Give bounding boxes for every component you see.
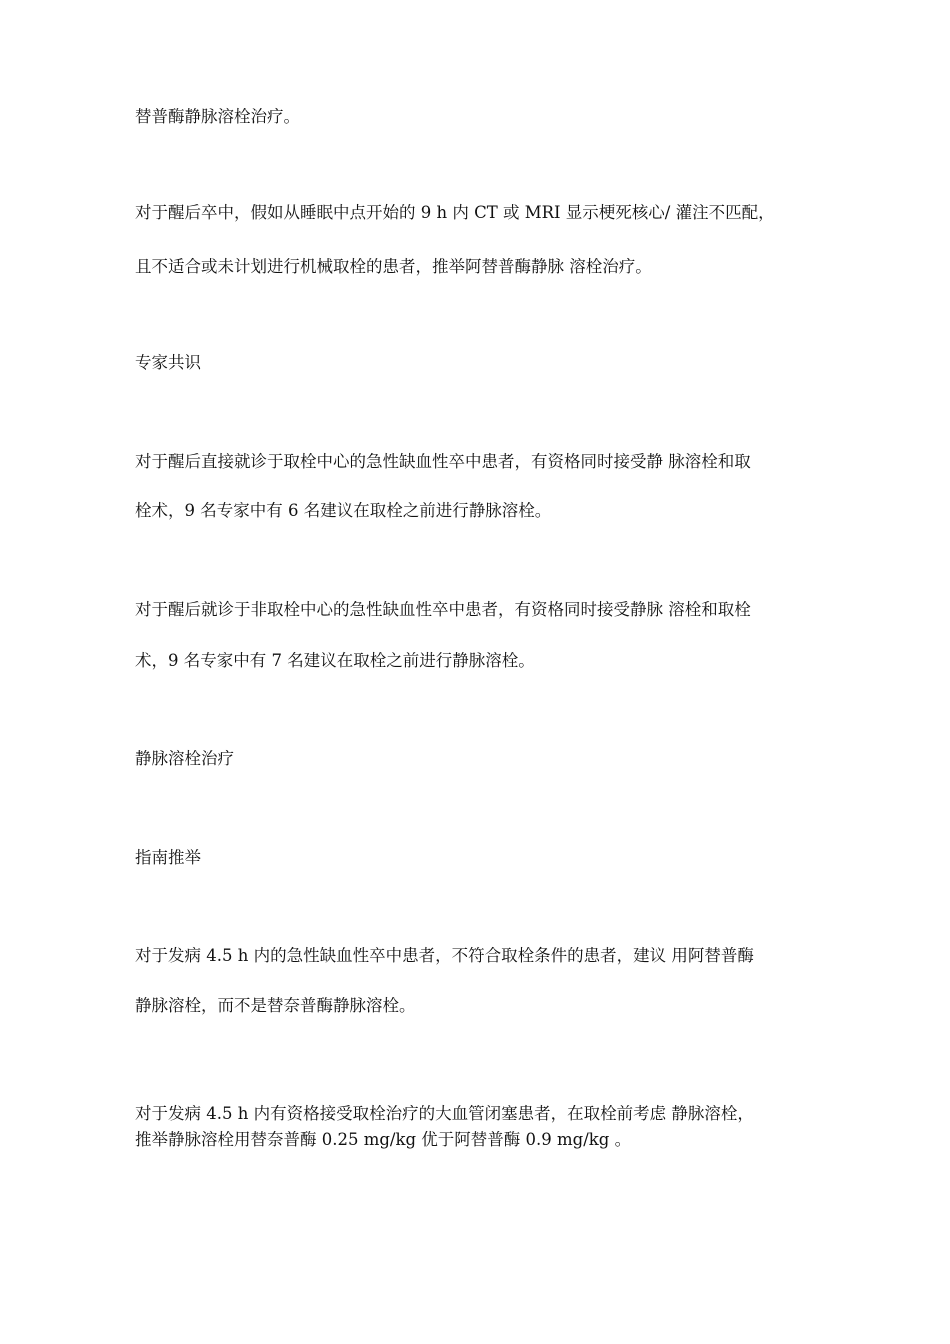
section-heading-iv-thrombolysis: 静脉溶栓治疗: [135, 749, 234, 768]
text-line-14: 推举静脉溶栓用替奈普酶 0.25 mg/kg 优于阿替普酶 0.9 mg/kg 。: [135, 1130, 632, 1149]
text-line-2: 对于醒后卒中，假如从睡眠中点开始的 9 h 内 CT 或 MRI 显示梗死核心/ 灌注不匹配，: [135, 203, 775, 222]
text-line-8: 术，9 名专家中有 7 名建议在取栓之前进行静脉溶栓。: [135, 651, 535, 670]
text-line-13: 对于发病 4.5 h 内有资格接受取栓治疗的大血管闭塞患者，在取栓前考虑 静脉溶栓，: [135, 1104, 754, 1123]
text-line-6: 栓术，9 名专家中有 6 名建议在取栓之前进行静脉溶栓。: [135, 501, 552, 520]
text-line-12: 静脉溶栓，而不是替奈普酶静脉溶栓。: [135, 996, 416, 1015]
section-heading-expert-consensus: 专家共识: [135, 353, 201, 372]
section-heading-guideline: 指南推举: [135, 848, 201, 867]
text-line-1: 替普酶静脉溶栓治疗。: [135, 107, 300, 126]
text-line-5: 对于醒后直接就诊于取栓中心的急性缺血性卒中患者，有资格同时接受静 脉溶栓和取: [135, 452, 751, 471]
text-line-7: 对于醒后就诊于非取栓中心的急性缺血性卒中患者，有资格同时接受静脉 溶栓和取栓: [135, 600, 751, 619]
text-line-11: 对于发病 4.5 h 内的急性缺血性卒中患者，不符合取栓条件的患者，建议 用阿替普酶: [135, 946, 754, 965]
text-line-3: 且不适合或未计划进行机械取栓的患者，推举阿替普酶静脉 溶栓治疗。: [135, 257, 652, 276]
